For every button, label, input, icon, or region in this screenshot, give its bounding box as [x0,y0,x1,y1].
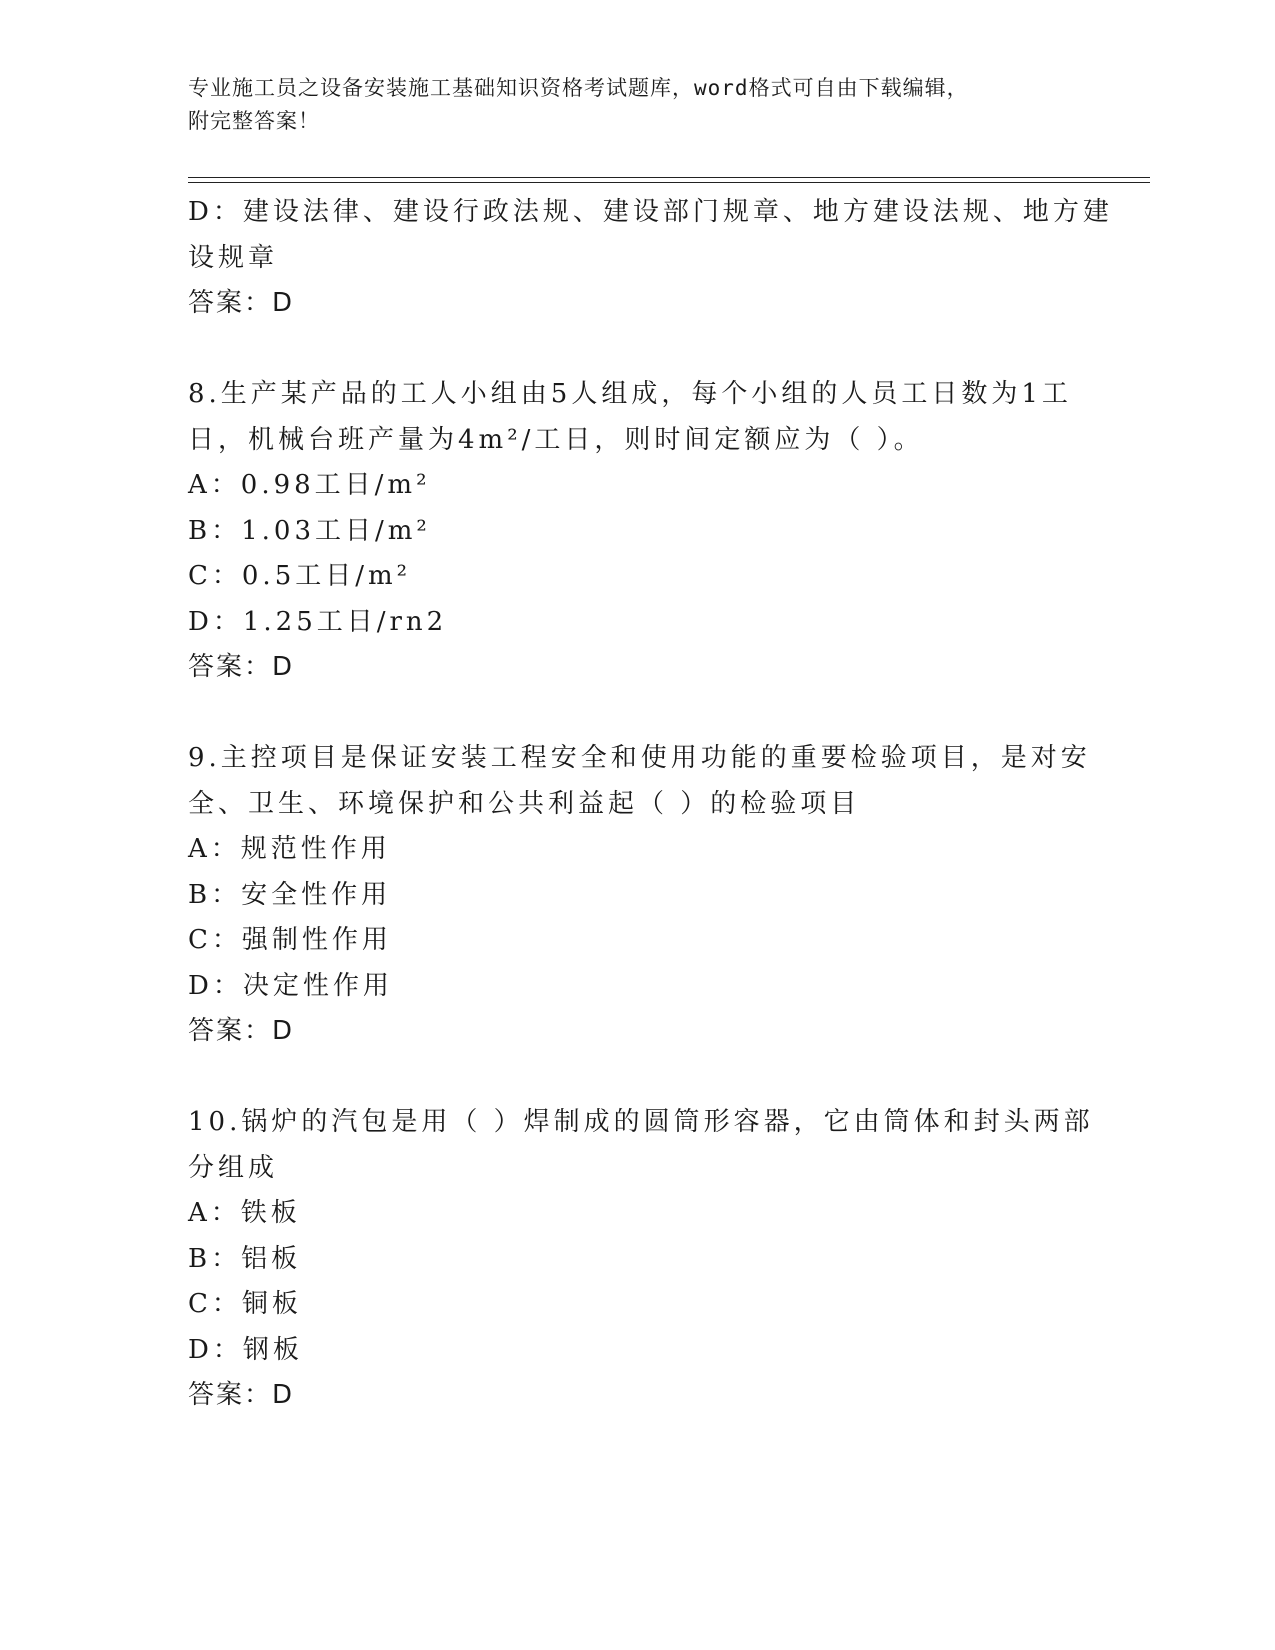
carryover-question [188,190,1113,327]
answer-line: 答案：D [188,1380,295,1410]
header-divider-top [188,177,1150,178]
option-b: B：安全性作用 [188,879,392,910]
option-b: B：铝板 [188,1243,302,1274]
answer-line: 答案：D [188,288,295,318]
header-divider-bottom [188,182,1150,183]
header-line-1: 专业施工员之设备安装施工基础知识资格考试题库，word格式可自由下载编辑， [188,76,969,100]
spacer [188,1055,1088,1101]
question-8 [188,372,1088,691]
question-stem: 10.锅炉的汽包是用（ ）焊制成的圆筒形容器，它由筒体和封头两部 [188,1107,1094,1137]
option-d-continuation: 设规章 [188,242,279,273]
question-stem-continuation: 全、卫生、环境保护和公共利益起（ ）的检验项目 [188,788,861,819]
question-stem: 8.生产某产品的工人小组由5人组成，每个小组的人员工日数为1工 [188,379,1072,409]
document-header [188,72,1068,138]
option-a: A：铁板 [188,1198,301,1228]
question-10 [188,1100,1094,1419]
option-d: D：建设法律、建设行政法规、建设部门规章、地方建设法规、地方建 [188,197,1113,227]
spacer [188,327,1088,373]
option-a: A：0.98工日/m² [188,470,431,500]
question-stem-continuation: 日，机械台班产量为4m²/工日，则时间定额应为（ ）。 [188,424,924,455]
header-line-2: 附完整答案！ [188,109,320,133]
option-d: D：1.25工日/rn2 [188,606,448,637]
question-stem-continuation: 分组成 [188,1152,279,1183]
option-c: C：0.5工日/m² [188,561,412,591]
option-b: B：1.03工日/m² [188,515,431,546]
option-d: D：决定性作用 [188,970,393,1001]
answer-line: 答案：D [188,1016,295,1046]
question-9 [188,736,1091,1055]
option-c: C：强制性作用 [188,925,392,955]
question-stem: 9.主控项目是保证安装工程安全和使用功能的重要检验项目，是对安 [188,743,1091,773]
option-c: C：铜板 [188,1289,302,1319]
spacer [188,691,1088,737]
option-d: D：钢板 [188,1334,303,1365]
document-body [188,190,1113,1419]
answer-line: 答案：D [188,652,295,682]
option-a: A：规范性作用 [188,834,391,864]
